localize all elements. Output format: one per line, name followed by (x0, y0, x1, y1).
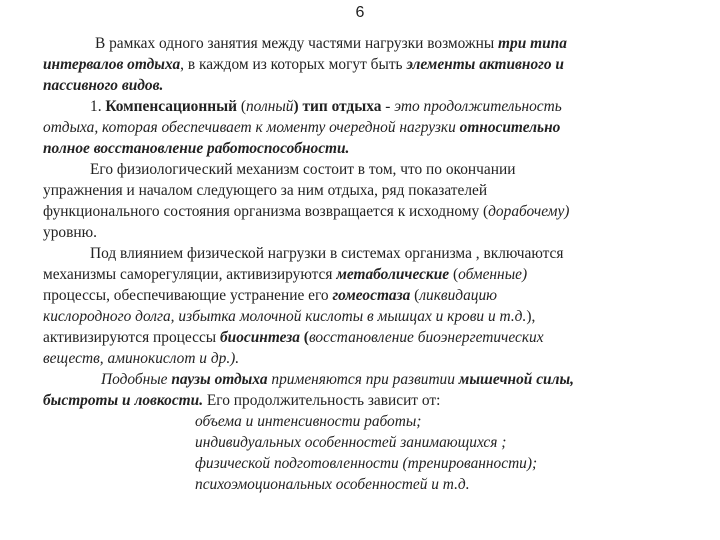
paragraph-1-line-3 (43, 75, 683, 96)
paragraph-4-line-3 (43, 285, 683, 306)
text-run: активизируются процессы (43, 329, 220, 346)
emphasis: гомеостаза (332, 287, 411, 304)
italic-term: Подобные (101, 371, 172, 388)
bold-term: ( (299, 329, 309, 346)
italic-term: восстановление биоэнергетических (308, 329, 544, 346)
text-run: процессы, обеспечивающие устранение его (43, 287, 333, 304)
italic-term: обменные) (458, 266, 528, 283)
text-run: функционального состояния организма возвращается к исходному ( (43, 203, 489, 220)
list-item: физической подготовленности (тренированности); (195, 455, 538, 472)
text-run: механизмы саморегуляции, активизируются (43, 266, 337, 283)
emphasis: биосинтеза (219, 329, 300, 346)
emphasis: относительно (459, 119, 561, 136)
paragraph-1-line-2 (43, 54, 683, 75)
text-run: В рамках одного занятия между частями нагрузки возможны (95, 35, 499, 52)
italic-term: ликвидацию (419, 287, 498, 304)
emphasis: интервалов отдыха (43, 56, 181, 73)
paragraph-4-line-6 (43, 348, 683, 369)
list-item: индивидуальных особенностей занимающихся ; (195, 434, 507, 451)
paragraph-2-line-2 (43, 117, 683, 138)
paragraph-4-line-5 (43, 327, 683, 348)
italic-term: кислородного долга, избытка молочной кислоты (43, 308, 367, 325)
emphasis: паузы отдыха (171, 371, 268, 388)
paragraph-3-line-2: упражнения и началом следующего за ним отдыха, ряд показателей (43, 182, 488, 199)
paragraph-3-line-4: уровню. (43, 224, 97, 241)
text-run: ), (526, 308, 536, 325)
emphasis: полное восстановление работоспособности. (43, 140, 350, 157)
text-run: Его продолжительность зависит от: (203, 392, 441, 409)
paragraph-2-line-1 (43, 96, 683, 117)
paragraph-3-line-3 (43, 201, 683, 222)
italic-term: отдыха, которая обеспечивает к моменту очередной нагрузки (43, 119, 460, 136)
text-run: ( (449, 266, 459, 283)
text-run: ( (237, 98, 246, 115)
emphasis: элементы активного и (406, 56, 564, 73)
bold-term: ) тип отдыха (293, 98, 382, 115)
list-item: психоэмоциональных особенностей и т.д. (195, 476, 470, 493)
emphasis: метаболические (336, 266, 450, 283)
italic-term: - это продолжительность (381, 98, 562, 115)
paragraph-5-line-2 (43, 390, 683, 411)
emphasis: мышечной силы, (458, 371, 575, 388)
paragraph-4-line-4 (43, 306, 683, 327)
text-run: ( (410, 287, 420, 304)
bold-term: Компенсационный (105, 98, 237, 115)
italic-term: дорабочему) (488, 203, 570, 220)
paragraph-3-line-1: Его физиологический механизм состоит в том, что по окончании (90, 161, 516, 178)
paragraph-5-line-1 (43, 369, 683, 390)
text-run: 1. (90, 98, 106, 115)
text-run: , в каждом из которых могут быть (180, 56, 407, 73)
italic-term: применяются при развитии (267, 371, 459, 388)
paragraph-1-line-1 (43, 33, 683, 54)
page-number: 6 (355, 4, 365, 21)
paragraph-4-line-1: Под влиянием физической нагрузки в системах организма , включаются (90, 245, 564, 262)
italic-term: полный (245, 98, 294, 115)
emphasis: пассивного видов. (43, 77, 164, 94)
emphasis: быстроты и ловкости. (43, 392, 204, 409)
list-item: объема и интенсивности работы; (195, 413, 422, 430)
document-body (43, 33, 683, 495)
emphasis: три типа (498, 35, 567, 52)
italic-term: в мышцах и крови и т.д. (366, 308, 527, 325)
italic-term: веществ, аминокислот и др.). (43, 350, 240, 367)
paragraph-2-line-3 (43, 138, 683, 159)
paragraph-4-line-2 (43, 264, 683, 285)
